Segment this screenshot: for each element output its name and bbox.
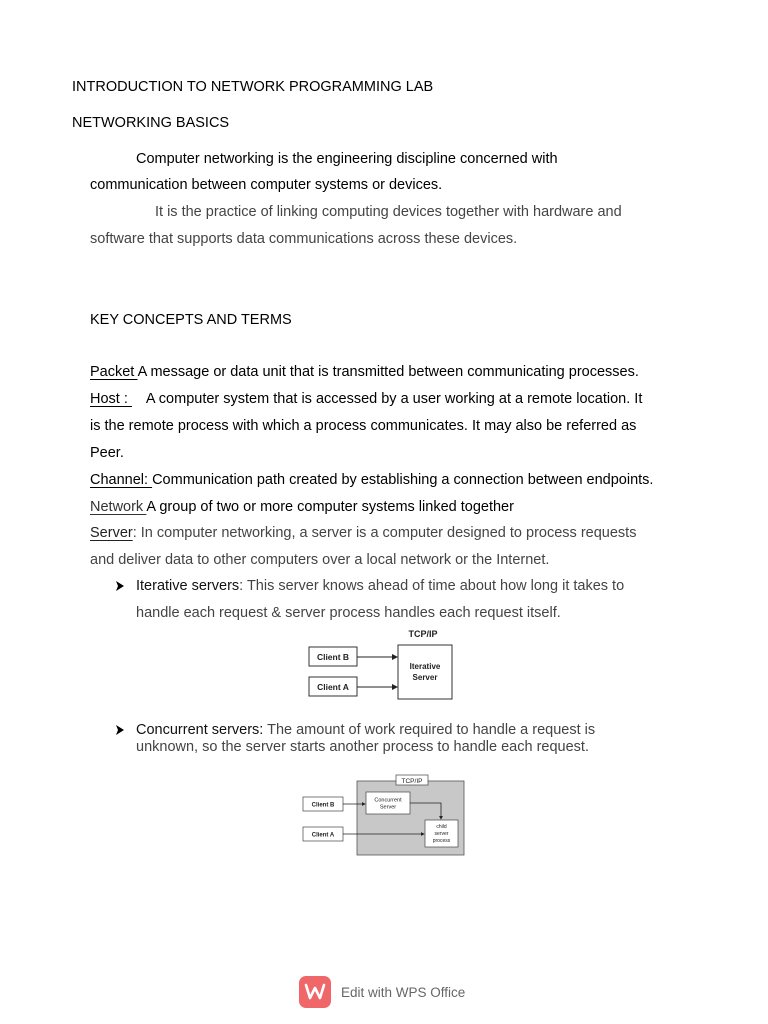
diagram2-client-b: Client B xyxy=(311,802,335,809)
diagram2-child-line-1: child xyxy=(436,824,447,830)
intro-line-2: communication between computer systems or devices. xyxy=(90,177,443,193)
section-heading-key-concepts: KEY CONCEPTS AND TERMS xyxy=(90,312,292,328)
server-definition-line-2: and deliver data to other computers over a local network or the Internet. xyxy=(90,552,550,568)
wps-w-icon xyxy=(304,983,326,1001)
host-def-1: A computer system that is accessed by a user working at a remote location. It xyxy=(145,391,643,407)
doc-title: INTRODUCTION TO NETWORK PROGRAMMING LAB xyxy=(72,79,434,95)
network-term: Network xyxy=(90,499,147,515)
host-definition-line-3: Peer. xyxy=(90,445,124,461)
concurrent-term: Concurrent servers: xyxy=(136,722,264,738)
channel-term: Channel: xyxy=(90,472,153,488)
diagram2-header: TCP/IP xyxy=(401,778,423,785)
iterative-server-diagram xyxy=(300,625,480,710)
packet-term: Packet xyxy=(90,364,138,380)
diagram2-client-a: Client A xyxy=(311,832,335,839)
host-definition-line-1 xyxy=(90,390,642,408)
wps-edit-label[interactable]: Edit with WPS Office xyxy=(341,984,466,1000)
concurrent-def-1: The amount of work required to handle a request is xyxy=(263,722,596,738)
diagram2-child-line-2: server xyxy=(434,831,449,837)
packet-def: A message or data unit that is transmitted between communicating processes. xyxy=(137,364,639,380)
host-definition-line-2: is the remote process with which a process communicates. It may also be referred as xyxy=(90,418,637,434)
intro-term: Computer networking xyxy=(136,151,274,167)
iterative-term: Iterative servers xyxy=(136,578,240,594)
diagram1-header: TCP/IP xyxy=(408,629,438,639)
wps-logo-icon xyxy=(299,976,331,1008)
diagram1-server-box xyxy=(398,645,452,699)
packet-definition xyxy=(90,363,639,381)
host-term: Host : xyxy=(90,391,132,407)
concurrent-line-1 xyxy=(136,721,595,739)
diagram1-client-b: Client B xyxy=(316,652,350,662)
server-definition-line-1 xyxy=(90,524,636,542)
diagram2-server-line-2: Server xyxy=(379,804,397,811)
network-definition xyxy=(90,498,514,516)
diagram2-child-line-3: process xyxy=(432,838,451,844)
intro-line-1-rest: is the engineering discipline concerned with xyxy=(273,151,558,167)
server-def-1: : In computer networking, a server is a computer designed to process requests xyxy=(132,525,637,541)
intro-line-1 xyxy=(136,150,558,168)
wps-edit-banner[interactable] xyxy=(299,976,465,1008)
concurrent-server-diagram xyxy=(298,772,470,858)
diagram1-client-a: Client A xyxy=(317,682,349,692)
concurrent-line-2: unknown, so the server starts another process to handle each request. xyxy=(136,739,589,755)
intro-line-4: software that supports data communications across these devices. xyxy=(90,231,518,247)
channel-def: Communication path created by establishing a connection between endpoints. xyxy=(152,472,654,488)
intro-line-3: It is the practice of linking computing devices together with hardware and xyxy=(155,204,622,220)
section-heading-networking-basics: NETWORKING BASICS xyxy=(72,115,230,131)
network-def: A group of two or more computer systems linked together xyxy=(146,499,514,515)
diagram1-server-line-1: Iterative xyxy=(409,662,441,671)
iterative-def-1: : This server knows ahead of time about how long it takes to xyxy=(239,578,625,594)
server-term: Server xyxy=(90,525,133,541)
diagram2-server-line-1: Concurrent xyxy=(374,797,402,804)
diagram1-server-line-2: Server xyxy=(412,673,438,682)
iterative-line-1 xyxy=(136,577,624,595)
bullet-arrow-icon xyxy=(115,724,125,736)
channel-definition xyxy=(90,471,653,489)
bullet-arrow-icon xyxy=(115,580,125,592)
iterative-line-2: handle each request & server process handles each request itself. xyxy=(136,605,561,621)
